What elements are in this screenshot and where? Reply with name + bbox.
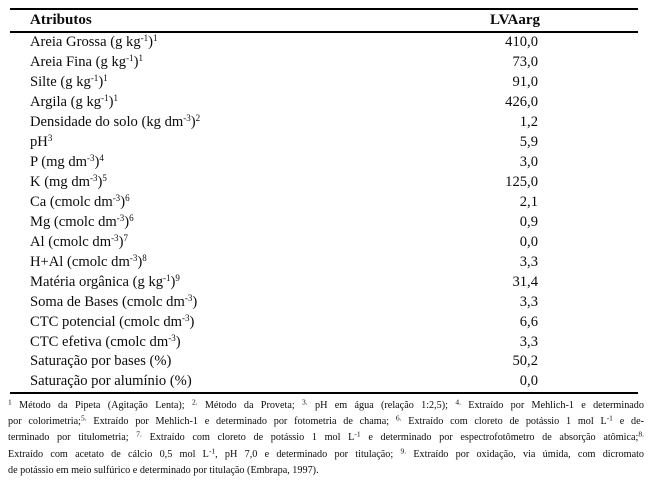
table-row	[10, 113, 638, 133]
superscript: 4.	[455, 397, 461, 407]
table-row	[10, 53, 638, 73]
row-attribute-label: Saturação por alumínio (%)	[30, 373, 192, 390]
superscript: -1	[354, 429, 361, 439]
footnotes	[8, 398, 644, 479]
footnote-line: por colorimetria;$^{5.}$ Extraído por Mehlich-1 e determinado por fotometria de chama; $^{6.}$ Extraído com cloreto de potássio 1 mol $L^{-1}$ e de-	[8, 413, 645, 428]
superscript: -3	[90, 173, 98, 184]
row-value: 3,3	[519, 293, 538, 310]
row-attribute-label: Al (cmolc $dm^{-3})^7$	[30, 232, 128, 250]
table-row	[10, 173, 638, 193]
row-value: 3,3	[519, 333, 538, 350]
table-row	[10, 153, 638, 173]
superscript: 1	[138, 53, 143, 64]
table-row	[10, 332, 638, 352]
superscript: 6	[125, 192, 130, 203]
row-value: 125,0	[505, 174, 538, 191]
row-attribute-label: K (mg $dm^{-3})^5$	[30, 173, 107, 191]
row-attribute-label: CTC potencial (cmolc $dm^{-3}$)	[30, 312, 195, 330]
row-attribute-label: Silte (g $kg^{-1})^1$	[30, 73, 108, 91]
row-value: 73,0	[512, 54, 538, 71]
superscript: -3	[129, 252, 138, 263]
superscript: 2.	[191, 397, 198, 407]
row-attribute-label: Areia Grossa (g $kg^{-1})^1$	[30, 33, 158, 51]
table-row	[10, 252, 638, 272]
table-bottom-rule	[10, 392, 638, 394]
row-attribute-label: Ca (cmolc $dm^{-3})^6$	[30, 192, 130, 210]
superscript: -3	[111, 232, 119, 243]
footnote-line: terminado por titulometria; $^{7.}$ Extraído com cloreto de potássio 1 mol $L^{-1}$ e determinado por espectrofotômetro de absorção atômica;$^{8.}$	[8, 429, 645, 444]
superscript: 2	[195, 113, 201, 124]
table-row	[10, 232, 638, 252]
row-attribute-label: Mg (cmolc $dm^{-3})^6$	[30, 212, 134, 230]
superscript: 6.	[395, 413, 402, 423]
superscript: 1	[113, 93, 118, 104]
superscript: 3.	[302, 397, 308, 407]
table-header-row	[10, 10, 638, 31]
row-attribute-label: Saturação por bases (%)	[30, 353, 172, 370]
row-value: 1,2	[519, 114, 538, 131]
superscript: 1	[153, 33, 158, 44]
row-value: 3,0	[519, 154, 538, 171]
superscript: -1	[101, 93, 109, 104]
superscript: 6	[129, 212, 134, 223]
footnote-line: de potássio em meio sulfúrico e determinado por titulação (Embrapa, 1997).	[8, 464, 319, 476]
row-value: 410,0	[505, 34, 538, 51]
superscript: 9	[175, 272, 180, 283]
table-row	[10, 372, 638, 392]
table-row	[10, 73, 638, 93]
superscript: -1	[90, 73, 99, 84]
superscript: 7.	[136, 429, 142, 439]
table-row	[10, 212, 638, 232]
table-row	[10, 93, 638, 113]
superscript: -1	[140, 33, 149, 44]
row-attribute-label: Soma de Bases (cmolc $dm^{-3}$)	[30, 292, 198, 310]
row-value: 5,9	[519, 134, 538, 151]
row-value: 0,0	[519, 373, 538, 390]
superscript: 5.	[80, 413, 87, 423]
row-attribute-label: P (mg $dm^{-3})^4$	[30, 153, 104, 171]
superscript: -3	[112, 192, 121, 203]
row-attribute-label: $pH^3$	[30, 133, 53, 151]
footnote-line: $^1$ Método da Pipeta (Agitação Lenta); $^{2.}$ Método da Proveta; $^{3.}$ pH em água (relação 1:2,5); $^{4.}$ Extraído por Mehlich-1 e determinado	[8, 397, 644, 411]
superscript: 3	[47, 133, 53, 144]
superscript: 1	[103, 73, 108, 84]
row-attribute-label: Matéria orgânica (g $kg^{-1})^9$	[30, 272, 180, 290]
attributes-table	[10, 8, 638, 394]
superscript: -3	[116, 212, 125, 223]
row-value: 2,1	[519, 193, 538, 210]
row-attribute-label: Argila (g $kg^{-1})^1$	[30, 93, 118, 111]
table-row	[10, 133, 638, 153]
row-value: 6,6	[519, 313, 538, 330]
superscript: 1	[8, 397, 12, 407]
footnote-line: Extraído com acetato de cálcio 0,5 mol $L^{-1}$, pH 7,0 e determinado por titulação; $^{9.}$ Extraído por oxidação, via úmida, com dicromato	[8, 446, 645, 460]
row-attribute-label: Densidade do solo (kg $dm^{-3})^2$	[30, 113, 201, 131]
table-row	[10, 33, 638, 53]
superscript: -3	[87, 153, 95, 164]
row-value: 31,4	[512, 273, 538, 290]
row-value: 3,3	[519, 253, 538, 270]
superscript: 8	[142, 252, 147, 263]
header-value-label: LVAarg	[489, 12, 541, 28]
row-attribute-label: H+Al (cmolc $dm^{-3})^8$	[30, 252, 147, 270]
row-value: 426,0	[505, 94, 538, 111]
superscript: -3	[181, 312, 190, 323]
table-row	[10, 352, 638, 372]
superscript: -3	[184, 292, 193, 303]
superscript: 9.	[400, 446, 407, 456]
superscript: 4	[99, 153, 104, 164]
table-row	[10, 292, 638, 312]
superscript: -3	[168, 332, 176, 343]
superscript: -3	[183, 113, 191, 124]
superscript: -1	[163, 272, 171, 283]
header-attributes-label: Atributos	[30, 12, 92, 28]
row-attribute-label: Areia Fina (g $kg^{-1})^1$	[30, 53, 143, 71]
row-value: 50,2	[512, 353, 538, 370]
superscript: 8.	[638, 429, 645, 439]
table-body	[10, 33, 638, 392]
superscript: 5	[102, 173, 107, 184]
row-value: 0,9	[519, 213, 538, 230]
row-attribute-label: CTC efetiva (cmolc $dm^{-3}$)	[30, 332, 181, 350]
superscript: -1	[606, 413, 613, 423]
table-row	[10, 272, 638, 292]
superscript: -1	[126, 53, 134, 64]
superscript: 7	[123, 232, 128, 243]
row-value: 0,0	[519, 233, 538, 250]
row-value: 91,0	[512, 74, 538, 91]
table-row	[10, 312, 638, 332]
table-row	[10, 193, 638, 213]
superscript: -1	[208, 446, 216, 456]
